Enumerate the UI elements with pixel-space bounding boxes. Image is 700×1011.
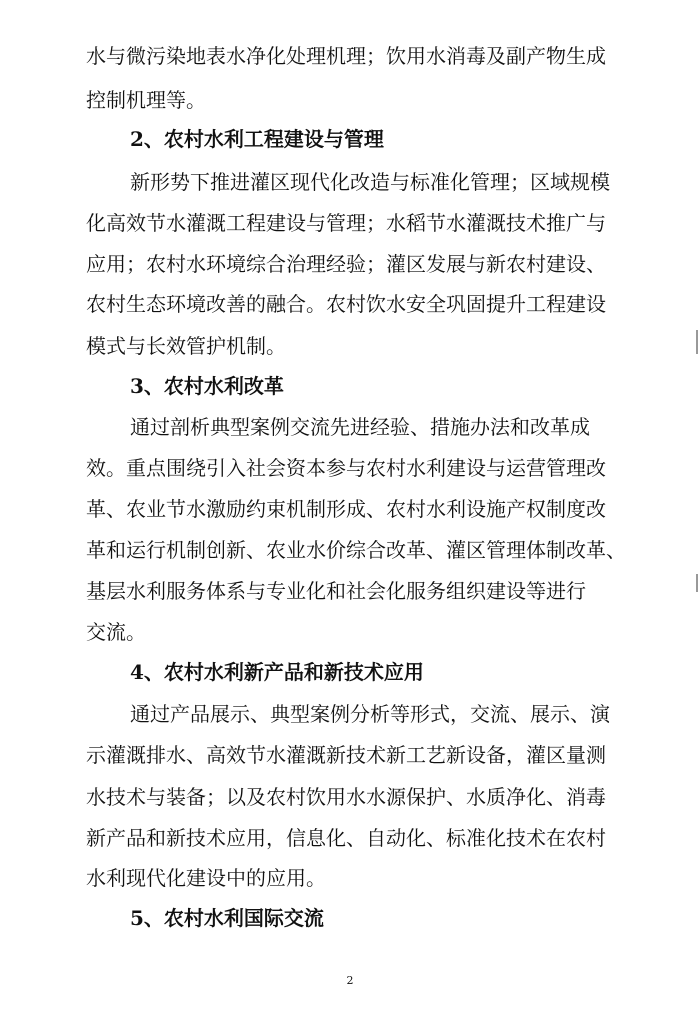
section-3-line-5: 基层水利服务体系与专业化和社会化服务组织建设等进行 bbox=[86, 579, 586, 603]
section-2-line-2: 化高效节水灌溉工程建设与管理；水稻节水灌溉技术推广与 bbox=[86, 211, 606, 235]
section-3-line-1: 通过剖析典型案例交流先进经验、措施办法和改革成 bbox=[130, 415, 590, 439]
section-3-heading: 3、农村水利改革 bbox=[130, 374, 284, 398]
scan-edge-mark bbox=[696, 574, 698, 592]
section-4-line-5: 水利现代化建设中的应用。 bbox=[86, 866, 326, 890]
section-4-heading: 4、农村水利新产品和新技术应用 bbox=[130, 660, 424, 684]
section-4-line-1: 通过产品展示、典型案例分析等形式，交流、展示、演 bbox=[130, 702, 610, 726]
section-2-line-1: 新形势下推进灌区现代化改造与标准化管理；区域规模 bbox=[130, 170, 610, 194]
section-3-line-2: 效。重点围绕引入社会资本参与农村水利建设与运营管理改 bbox=[86, 456, 606, 480]
section-2-line-3: 应用；农村水环境综合治理经验；灌区发展与新农村建设、 bbox=[86, 252, 606, 276]
page-number: 2 bbox=[346, 974, 354, 987]
section-5-heading: 5、农村水利国际交流 bbox=[130, 906, 324, 930]
section-3-line-4: 革和运行机制创新、农业水价综合改革、灌区管理体制改革、 bbox=[86, 538, 626, 562]
section-2-line-5: 模式与长效管护机制。 bbox=[86, 334, 286, 358]
section-2-heading: 2、农村水利工程建设与管理 bbox=[130, 127, 384, 151]
section-4-line-2: 示灌溉排水、高效节水灌溉新技术新工艺新设备，灌区量测 bbox=[86, 743, 606, 767]
intro-line-1: 水与微污染地表水净化处理机理；饮用水消毒及副产物生成 bbox=[86, 44, 606, 68]
scan-edge-mark bbox=[696, 330, 698, 354]
section-4-line-3: 水技术与装备；以及农村饮用水水源保护、水质净化、消毒 bbox=[86, 785, 606, 809]
section-4-line-4: 新产品和新技术应用，信息化、自动化、标准化技术在农村 bbox=[86, 826, 606, 850]
section-3-line-6: 交流。 bbox=[86, 620, 146, 644]
intro-line-2: 控制机理等。 bbox=[86, 88, 206, 112]
section-3-line-3: 革、农业节水激励约束机制形成、农村水利设施产权制度改 bbox=[86, 497, 606, 521]
section-2-line-4: 农村生态环境改善的融合。农村饮水安全巩固提升工程建设 bbox=[86, 292, 606, 316]
